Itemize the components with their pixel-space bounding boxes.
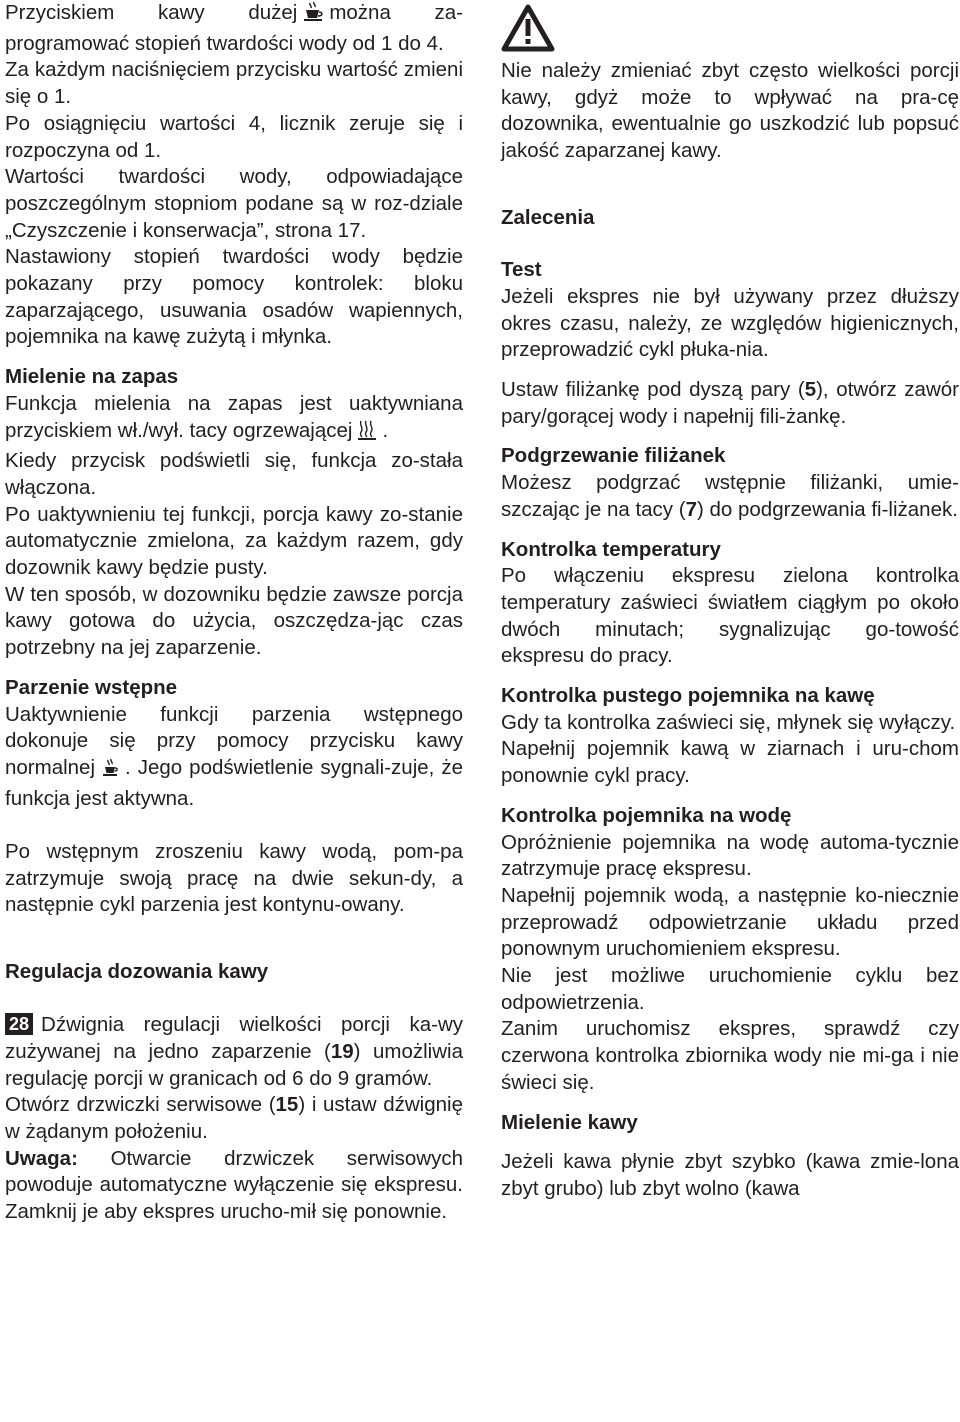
paragraph-refill-beans: Napełnij pojemnik kawą w ziarnach i uru-chom ponownie cykl pracy. [501,737,959,788]
paragraph-dose-warning: Nie należy zmieniać zbyt często wielkości porcji kawy, gdyż może to wpływać na pra-cę dozownika, ewentualnie go uszkodzić lub popsuć jakość zaparzanej kawy. [501,59,959,163]
paragraph-grind-adjust: Jeżeli kawa płynie zbyt szybko (kawa zmie-lona zbyt grubo) lub zbyt wolno (kawa [501,1150,959,1200]
paragraph-press-increment: Za każdym naciśnięciem przycisku wartość zmieni się o 1. [5,58,463,109]
heading-kontrolka-temperatury: Kontrolka temperatury [501,537,721,561]
heading-podgrzewanie-filizanek: Podgrzewanie filiżanek [501,444,726,468]
paragraph-pregrind-auto: Po uaktywnieniu tej funkcji, porcja kawy zo-stanie automatycznie zmielona, za każdym razem, gdy dozownik kawy będzie pusty. [5,502,463,580]
paragraph-pregrind-lit: Kiedy przycisk podświetli się, funkcja zo-stała włączona. [5,449,463,499]
paragraph-rinse-cycle: Jeżeli ekspres nie był używany przez dłuższy okres czasu, należy, ze względów higienicznych, przeprowadzić cykl płuka-nia. [501,284,959,362]
heading-mielenie-na-zapas: Mielenie na zapas [5,365,179,389]
paragraph-cup-warming: Możesz podgrzać wstępnie filiżanki, umie-szczając je na tacy (7) do podgrzewania fi-liżanek. [501,471,959,521]
paragraph-check-red-light: Zanim uruchomisz ekspres, sprawdź czy czerwona kontrolka zbiornika wody nie mi-ga i nie świeci się. [501,1017,959,1094]
paragraph-empty-tank: Opróżnienie pojemnika na wodę automa-tycznie zatrzymuje pracę ekspresu. [501,830,959,881]
warning-triangle-icon [501,4,555,52]
paragraph-dose-lever: 28 Dźwignia regulacji wielkości porcji ka-wy zużywanej na jedno zaparzenie (19) umożliwia regulację porcji w granicach od 6 do 9 gramów. [5,1013,463,1090]
paragraph-preinfusion-activation: Uaktywnienie funkcji parzenia wstępnego dokonuje się przy pomocy przycisku kawy normalnej . Jego podświetlenie sygnali-zuje, że funkcja jest aktywna. [5,702,463,810]
paragraph-preinfusion-pause: Po wstępnym zroszeniu kawy wodą, pom-pa zatrzymuje swoją pracę na dwie sekun-dy, a następnie cykl parzenia jest kontynu-owany. [5,840,463,917]
heading-mielenie-kawy: Mielenie kawy [501,1110,638,1134]
paragraph-caution: Uwaga: Otwarcie drzwiczek serwisowych powoduje automatyczne wyłączenie się ekspresu. Zamknij je aby ekspres urucho-mił się ponownie. [5,1146,463,1224]
paragraph-hardness-values: Wartości twardości wody, odpowiadające poszczególnym stopniom podane są w roz-dziale „Czyszczenie i konserwacja”, strona 17. [5,165,463,242]
heading-zalecenia: Zalecenia [501,205,595,229]
heading-test: Test [501,258,542,282]
paragraph-steam-nozzle: Ustaw filiżankę pod dyszą pary (5), otwórz zawór pary/gorącej wody i napełnij fili-żankę. [501,378,959,428]
left-column [5,0,463,1226]
paragraph-pregrind-activation: Funkcja mielenia na zapas jest uaktywniana przyciskiem wł./wył. tacy ogrzewającej . [5,391,463,448]
heading-parzenie-wstepne: Parzenie wstępne [5,675,178,699]
heading-regulacja-dozowania: Regulacja dozowania kawy [5,959,269,983]
large-coffee-cup-icon [301,1,325,31]
paragraph-grinder-off: Gdy ta kontrolka zaświeci się, młynek się wyłączy. [501,710,956,734]
normal-coffee-cup-icon [99,756,121,786]
heading-kontrolka-pustego-pojemnika: Kontrolka pustego pojemnika na kawę [501,684,875,708]
right-column [501,0,959,1203]
paragraph-refill-water: Napełnij pojemnik wodą, a następnie ko-niecznie przeprowadź odpowietrzanie układu przed ponownym uruchomieniem ekspresu. [501,883,959,961]
paragraph-no-start: Nie jest możliwe uruchomienie cyklu bez odpowietrzenia. [501,964,959,1014]
cup-warmer-steam-icon [356,419,378,449]
paragraph-counter-reset: Po osiągnięciu wartości 4, licznik zeruje się i rozpoczyna od 1. [5,111,463,162]
paragraph-pregrind-ready: W ten sposób, w dozowniku będzie zawsze porcja kawy gotowa do użycia, oszczędza-jąc czas potrzebny na jej zaparzenie. [5,582,463,660]
figure-number-badge: 28 [5,1013,33,1035]
paragraph-temperature-light: Po włączeniu ekspresu zielona kontrolka temperatury zaświeci światłem ciągłym po około dwóch minutach; sygnalizując go-towość ekspresu do pracy. [501,564,959,668]
paragraph-service-door: Otwórz drzwiczki serwisowe (15) i ustaw dźwignię w żądanym położeniu. [5,1093,463,1144]
paragraph-hardness-indicators: Nastawiony stopień twardości wody będzie pokazany przy pomocy kontrolek: bloku zaparzającego, usuwania osadów wapiennych, pojemnika na kawę zużytą i młynka. [5,245,463,349]
paragraph-hardness-intro: Przyciskiem kawy dużej można za-programować stopień twardości wody od 1 do 4. [5,1,463,55]
heading-kontrolka-pojemnika-woda: Kontrolka pojemnika na wodę [501,803,792,827]
